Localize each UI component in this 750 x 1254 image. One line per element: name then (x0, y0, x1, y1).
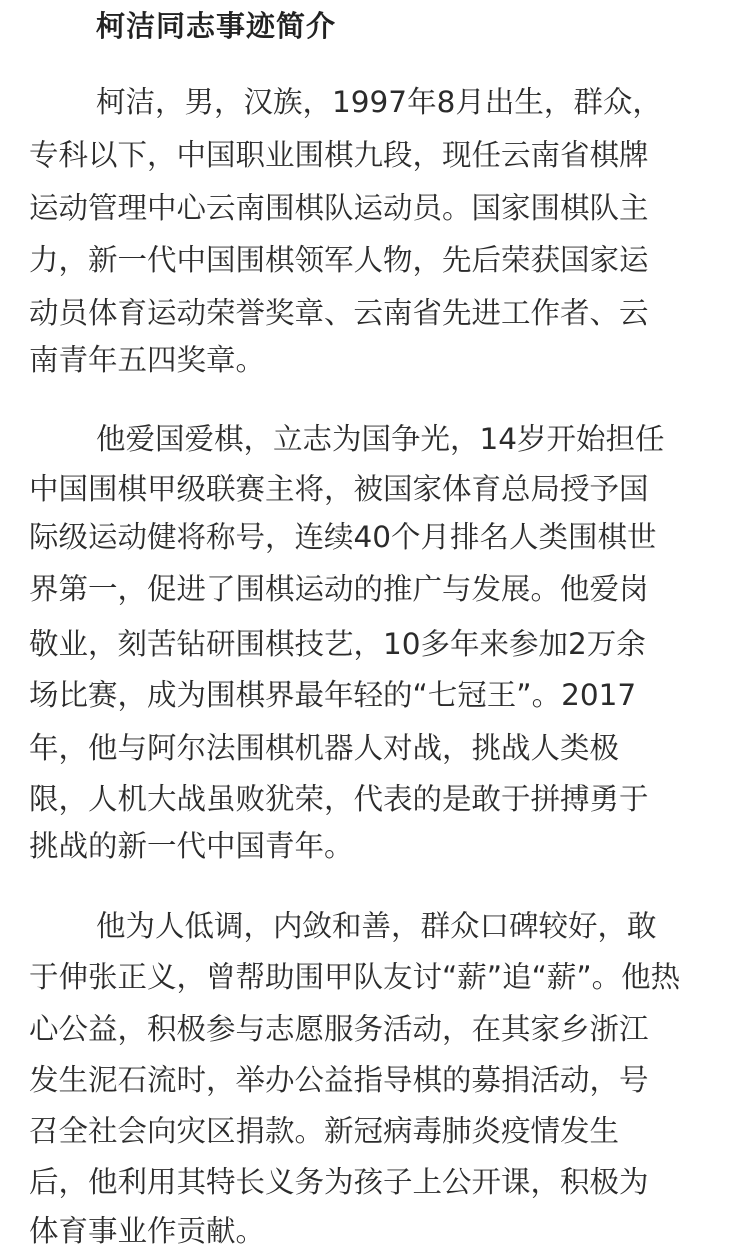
paragraph-1-line: 柯洁，男，汉族，1997年8月出生，群众， (96, 85, 662, 119)
paragraph-2-line: 限，人机大战虽败犹荣，代表的是敢于拼搏勇于 (29, 782, 649, 816)
paragraph-3-line: 发生泥石流时，举办公益指导棋的募捐活动，号 (29, 1063, 649, 1097)
paragraph-2-line: 中国围棋甲级联赛主将，被国家体育总局授予国 (29, 472, 649, 506)
paragraph-2-line: 挑战的新一代中国青年。 (29, 829, 354, 863)
paragraph-1-line: 南青年五四奖章。 (29, 343, 266, 377)
paragraph-2-line: 年，他与阿尔法围棋机器人对战，挑战人类极 (29, 731, 620, 765)
document-title: 柯洁同志事迹简介 (96, 9, 337, 43)
paragraph-1-line: 运动管理中心云南围棋队运动员。国家围棋队主 (29, 191, 649, 225)
paragraph-3-line: 后，他利用其特长义务为孩子上公开课，积极为 (29, 1165, 649, 1199)
paragraph-3-line: 心公益，积极参与志愿服务活动，在其家乡浙江 (29, 1012, 649, 1046)
paragraph-1-line: 力，新一代中国围棋领军人物，先后荣获国家运 (29, 243, 649, 277)
paragraph-2-line: 场比赛，成为围棋界最年轻的“七冠王”。2017 (29, 678, 637, 712)
paragraph-1-line: 动员体育运动荣誉奖章、云南省先进工作者、云 (29, 296, 649, 330)
paragraph-3-line: 召全社会向灾区捐款。新冠病毒肺炎疫情发生 (29, 1114, 620, 1148)
paragraph-2-line: 他爱国爱棋，立志为国争光，14岁开始担任 (96, 422, 665, 456)
paragraph-3-line: 他为人低调，内敛和善，群众口碑较好，敢 (96, 909, 657, 943)
paragraph-2-line: 敬业，刻苦钻研围棋技艺，10多年来参加2万余 (29, 627, 646, 661)
paragraph-1-line: 专科以下，中国职业围棋九段，现任云南省棋牌 (29, 138, 649, 172)
paragraph-2-line: 际级运动健将称号，连续40个月排名人类围棋世 (29, 520, 657, 554)
paragraph-2-line: 界第一，促进了围棋运动的推广与发展。他爱岗 (29, 572, 649, 606)
paragraph-3-line: 体育事业作贡献。 (29, 1214, 266, 1248)
paragraph-3-line: 于伸张正义，曾帮助围甲队友讨“薪”追“薪”。他热 (29, 960, 681, 994)
